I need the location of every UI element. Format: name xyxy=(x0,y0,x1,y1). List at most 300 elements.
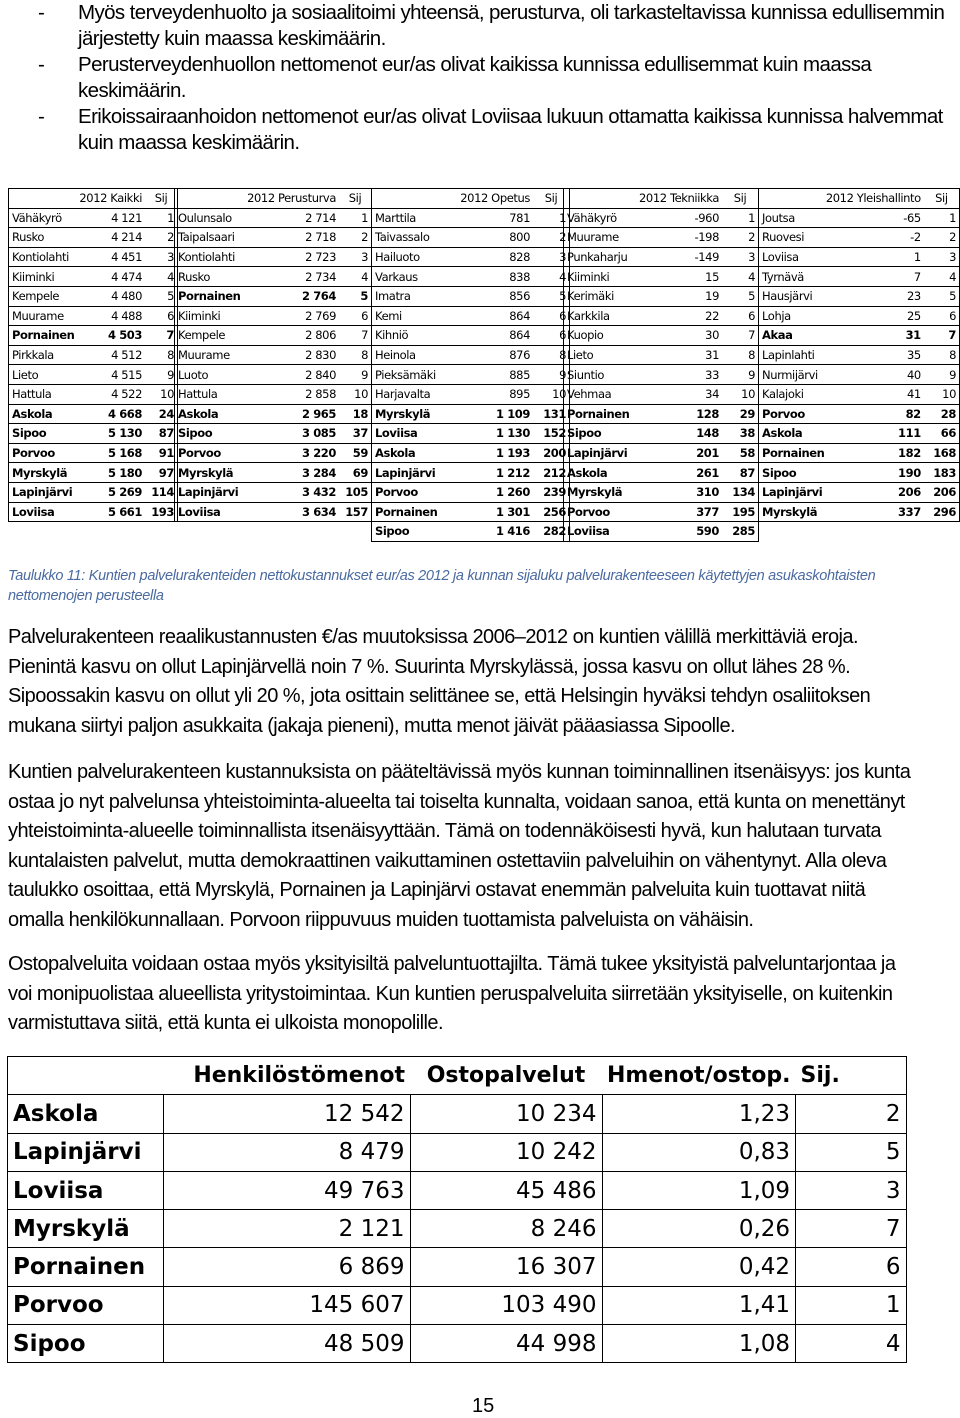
cost-cell: 1 193 xyxy=(481,443,533,463)
cost-cell: 1 212 xyxy=(481,463,533,483)
table-row xyxy=(9,326,178,346)
rank-cell: 5 xyxy=(339,286,372,306)
ranking-table-title: 2012 Kaikki xyxy=(9,189,146,209)
ranking-table-rank-header: Sij xyxy=(924,189,960,209)
table-row xyxy=(759,208,960,228)
municipality-cell: Varkaus xyxy=(372,267,482,287)
cost-cell: 201 xyxy=(670,443,722,463)
municipality-cell: Loviisa xyxy=(564,522,671,542)
cost-cell: 2 723 xyxy=(289,247,339,267)
rank-cell: 2 xyxy=(796,1095,907,1133)
paragraph-line: Palvelurakenteen reaalikustannusten €/as muutoksissa 2006–2012 on kuntien välillä merkittäviä eroja. xyxy=(8,626,858,648)
cost-cell: 5 180 xyxy=(95,463,145,483)
table-row xyxy=(372,502,570,522)
paragraph-line: Ostopalveluita voidaan ostaa myös yksityisiltä palveluntuottajilta. Tämä tukee yksityistä palveluntarjontaa ja xyxy=(8,953,896,975)
purchases-cell: 8 246 xyxy=(410,1210,602,1248)
municipality-cell: Loviisa xyxy=(9,502,96,522)
cost-cell: 781 xyxy=(481,208,533,228)
rank-cell: 4 xyxy=(924,267,960,287)
cost-cell: 4 214 xyxy=(95,228,145,248)
municipality-cell: Askola xyxy=(759,424,871,444)
paragraph-outsourcing xyxy=(8,950,958,1039)
table-row xyxy=(372,443,570,463)
rank-cell: 2 xyxy=(924,228,960,248)
cost-cell: -149 xyxy=(670,247,722,267)
cost-cell: 864 xyxy=(481,326,533,346)
municipality-cell: Kontiolahti xyxy=(9,247,96,267)
table-row xyxy=(759,463,960,483)
rank-cell: 8 xyxy=(339,345,372,365)
municipality-cell: Vehmaa xyxy=(564,384,671,404)
municipality-cell: Myrskylä xyxy=(759,502,871,522)
table-row xyxy=(175,267,372,287)
table-row xyxy=(8,1325,907,1363)
paragraph-line: ostaa jo nyt palvelunsa yhteistoiminta-alueelta tai toiselta kunnalta, voidaan sanoa, että kunta on menettänyt xyxy=(8,790,905,813)
table-row xyxy=(8,1171,907,1209)
ranking-table-header xyxy=(759,189,960,209)
purchases-cell: 10 234 xyxy=(410,1095,602,1133)
table-row xyxy=(8,1248,907,1286)
staff-cost-cell: 49 763 xyxy=(163,1171,410,1209)
paragraph-line: taulukko osoittaa, että Myrskylä, Pornainen ja Lapinjärvi ostavat enemmän palveluita kuin tuottavat niitä xyxy=(8,879,866,902)
bullet-text: järjestetty kuin maassa keskimäärin. xyxy=(78,27,386,50)
cost-cell: 5 661 xyxy=(95,502,145,522)
cost-cell: 856 xyxy=(481,286,533,306)
ranking-table xyxy=(371,188,570,542)
rank-cell: 5 xyxy=(796,1133,907,1171)
staff-table-header-cell: Henkilöstömenot xyxy=(163,1057,410,1095)
bullet-dash: - xyxy=(38,105,45,128)
cost-cell: 2 965 xyxy=(289,404,339,424)
table-row xyxy=(759,267,960,287)
municipality-cell: Loviisa xyxy=(759,247,871,267)
purchases-cell: 10 242 xyxy=(410,1133,602,1171)
municipality-cell: Askola xyxy=(175,404,290,424)
table-row xyxy=(564,208,759,228)
table-row xyxy=(759,482,960,502)
municipality-cell: Pornainen xyxy=(175,286,290,306)
cost-cell: 3 220 xyxy=(289,443,339,463)
ranking-table-header xyxy=(372,189,570,209)
municipality-cell: Harjavalta xyxy=(372,384,482,404)
cost-cell: -65 xyxy=(871,208,924,228)
municipality-cell: Hattula xyxy=(175,384,290,404)
ratio-cell: 0,42 xyxy=(602,1248,796,1286)
cost-cell: 31 xyxy=(871,326,924,346)
page-number: 15 xyxy=(472,1395,495,1417)
cost-cell: 2 714 xyxy=(289,208,339,228)
ranking-table-rank-header: Sij xyxy=(339,189,372,209)
table-row xyxy=(759,365,960,385)
cost-cell: 148 xyxy=(670,424,722,444)
municipality-cell: Vähäkyrö xyxy=(9,208,96,228)
cost-cell: 377 xyxy=(670,502,722,522)
rank-cell: 10 xyxy=(722,384,759,404)
table-row xyxy=(372,404,570,424)
rank-cell: 6 xyxy=(533,306,570,326)
municipality-cell: Myrskylä xyxy=(8,1210,164,1248)
municipality-cell: Hausjärvi xyxy=(759,286,871,306)
rank-cell: 168 xyxy=(924,443,960,463)
table-row xyxy=(372,345,570,365)
rank-cell: 7 xyxy=(145,326,178,346)
cost-cell: 25 xyxy=(871,306,924,326)
paragraph-line: kuntalaisten palvelut, mutta demokraattinen vaikuttaminen ostettaviin palveluihin on vähentynyt. Alla oleva xyxy=(8,849,887,872)
rank-cell: 1 xyxy=(145,208,178,228)
rank-cell: 9 xyxy=(722,365,759,385)
ranking-table-rank-header: Sij xyxy=(533,189,570,209)
municipality-cell: Luoto xyxy=(175,365,290,385)
municipality-cell: Askola xyxy=(564,463,671,483)
cost-cell: 34 xyxy=(670,384,722,404)
cost-cell: 33 xyxy=(670,365,722,385)
rank-cell: 38 xyxy=(722,424,759,444)
ranking-table-rank-header: Sij xyxy=(145,189,178,209)
staff-cost-cell: 12 542 xyxy=(163,1095,410,1133)
rank-cell: 9 xyxy=(339,365,372,385)
table-row xyxy=(175,306,372,326)
cost-cell: 111 xyxy=(871,424,924,444)
table-row xyxy=(759,306,960,326)
municipality-cell: Lapinjärvi xyxy=(9,482,96,502)
rank-cell: 200 xyxy=(533,443,570,463)
table-row xyxy=(175,404,372,424)
ratio-cell: 0,83 xyxy=(602,1133,796,1171)
cost-cell: 30 xyxy=(670,326,722,346)
rank-cell: 58 xyxy=(722,443,759,463)
municipality-cell: Taipalsaari xyxy=(175,228,290,248)
purchases-cell: 45 486 xyxy=(410,1171,602,1209)
cost-cell: 4 480 xyxy=(95,286,145,306)
table-row xyxy=(8,1095,907,1133)
ratio-cell: 1,09 xyxy=(602,1171,796,1209)
rank-cell: 5 xyxy=(533,286,570,306)
cost-cell: 5 269 xyxy=(95,482,145,502)
cost-cell: 3 432 xyxy=(289,482,339,502)
cost-cell: 4 668 xyxy=(95,404,145,424)
ratio-cell: 0,26 xyxy=(602,1210,796,1248)
cost-cell: 4 515 xyxy=(95,365,145,385)
municipality-cell: Lapinjärvi xyxy=(564,443,671,463)
rank-cell: 7 xyxy=(924,326,960,346)
municipality-cell: Marttila xyxy=(372,208,482,228)
cost-cell: 2 769 xyxy=(289,306,339,326)
rank-cell: 6 xyxy=(339,306,372,326)
municipality-cell: Muurame xyxy=(564,228,671,248)
municipality-cell: Kiiminki xyxy=(9,267,96,287)
rank-cell: 193 xyxy=(145,502,178,522)
paragraph-line: Pienintä kasvu on ollut Lapinjärvellä noin 7 %. Suurinta Myrskylässä, jossa kasvu on ollut lähes 28 %. xyxy=(8,655,851,678)
rank-cell: 1 xyxy=(924,208,960,228)
rank-cell: 5 xyxy=(924,286,960,306)
paragraph-line: yhteistoiminta-alueelle toiminnallista itsenäisyyttään. Tämä on todennäköisesti hyvä, kun halutaan turvata xyxy=(8,820,881,843)
rank-cell: 8 xyxy=(722,345,759,365)
rank-cell: 9 xyxy=(145,365,178,385)
ranking-table-title: 2012 Opetus xyxy=(372,189,534,209)
table-row xyxy=(9,306,178,326)
rank-cell: 9 xyxy=(924,365,960,385)
cost-cell: 1 xyxy=(871,247,924,267)
cost-cell: 4 474 xyxy=(95,267,145,287)
municipality-cell: Loviisa xyxy=(372,424,482,444)
cost-cell: 3 284 xyxy=(289,463,339,483)
ranking-table xyxy=(758,188,960,522)
table-row xyxy=(564,463,759,483)
rank-cell: 7 xyxy=(339,326,372,346)
ranking-table xyxy=(8,188,178,522)
ranking-table-rank-header: Sij xyxy=(722,189,759,209)
ratio-cell: 1,23 xyxy=(602,1095,796,1133)
table-row xyxy=(759,228,960,248)
municipality-cell: Pirkkala xyxy=(9,345,96,365)
rank-cell: 5 xyxy=(145,286,178,306)
table-row xyxy=(564,522,759,542)
rank-cell: 6 xyxy=(533,326,570,346)
bullet-text: Myös terveydenhuolto ja sosiaalitoimi yhteensä, perusturva, oli tarkasteltavissa kunnissa edullisemmin xyxy=(78,1,945,24)
rank-cell: 10 xyxy=(924,384,960,404)
municipality-cell: Loviisa xyxy=(175,502,290,522)
staff-table-header-cell xyxy=(8,1057,164,1095)
cost-cell: 182 xyxy=(871,443,924,463)
cost-cell: 590 xyxy=(670,522,722,542)
table-row xyxy=(564,404,759,424)
cost-cell: 2 858 xyxy=(289,384,339,404)
table-row xyxy=(759,404,960,424)
municipality-cell: Myrskylä xyxy=(564,482,671,502)
rank-cell: 1 xyxy=(796,1286,907,1324)
staff-purchases-table xyxy=(7,1056,907,1363)
ranking-table xyxy=(563,188,759,542)
rank-cell: 4 xyxy=(339,267,372,287)
caption-line: Taulukko 11: Kuntien palvelurakenteiden nettokustannukset eur/as 2012 ja kunnan sijaluku palvelurakenteeseen käytettyjen asukaskohtaisten xyxy=(8,568,876,584)
paragraph-line: Sipoossakin kasvu on ollut yli 20 %, jota osittain selittänee se, että Helsingin hyväksi tehdyn osaliitoksen xyxy=(8,685,871,708)
municipality-cell: Lapinlahti xyxy=(759,345,871,365)
staff-cost-cell: 2 121 xyxy=(163,1210,410,1248)
table-row xyxy=(564,326,759,346)
table-row xyxy=(759,502,960,522)
table-row xyxy=(372,247,570,267)
ranking-table-header xyxy=(564,189,759,209)
rank-cell: 3 xyxy=(722,247,759,267)
rank-cell: 3 xyxy=(533,247,570,267)
cost-cell: 40 xyxy=(871,365,924,385)
table-row xyxy=(9,208,178,228)
table-row xyxy=(9,482,178,502)
rank-cell: 6 xyxy=(145,306,178,326)
table-row xyxy=(564,267,759,287)
staff-table-header xyxy=(8,1057,907,1095)
purchases-cell: 16 307 xyxy=(410,1248,602,1286)
ranking-table-header xyxy=(175,189,372,209)
table-row xyxy=(759,443,960,463)
rank-cell: 157 xyxy=(339,502,372,522)
table-row xyxy=(372,326,570,346)
table-row xyxy=(175,247,372,267)
cost-cell: 828 xyxy=(481,247,533,267)
cost-cell: 4 121 xyxy=(95,208,145,228)
municipality-cell: Kihniö xyxy=(372,326,482,346)
table-row xyxy=(175,208,372,228)
municipality-cell: Porvoo xyxy=(8,1286,164,1324)
rank-cell: 91 xyxy=(145,443,178,463)
table-row xyxy=(8,1286,907,1324)
municipality-cell: Pieksämäki xyxy=(372,365,482,385)
ratio-cell: 1,08 xyxy=(602,1325,796,1363)
cost-cell: 864 xyxy=(481,306,533,326)
table-row xyxy=(372,482,570,502)
table-row xyxy=(175,228,372,248)
municipality-cell: Myrskylä xyxy=(9,463,96,483)
municipality-cell: Akaa xyxy=(759,326,871,346)
rank-cell: 212 xyxy=(533,463,570,483)
rank-cell: 3 xyxy=(339,247,372,267)
table-row xyxy=(9,424,178,444)
table-row xyxy=(175,463,372,483)
cost-cell: -960 xyxy=(670,208,722,228)
municipality-cell: Myrskylä xyxy=(372,404,482,424)
paragraph-independence xyxy=(8,758,958,936)
cost-cell: 22 xyxy=(670,306,722,326)
table-row xyxy=(564,286,759,306)
rank-cell: 28 xyxy=(924,404,960,424)
municipality-cell: Kempele xyxy=(175,326,290,346)
rank-cell: 4 xyxy=(722,267,759,287)
municipality-cell: Tyrnävä xyxy=(759,267,871,287)
table-row xyxy=(372,384,570,404)
municipality-cell: Siuntio xyxy=(564,365,671,385)
rank-cell: 105 xyxy=(339,482,372,502)
cost-cell: 838 xyxy=(481,267,533,287)
bullet-text: keskimäärin. xyxy=(78,79,186,102)
cost-cell: 4 503 xyxy=(95,326,145,346)
staff-table-header-cell: Ostopalvelut xyxy=(410,1057,602,1095)
cost-cell: -198 xyxy=(670,228,722,248)
rank-cell: 87 xyxy=(145,424,178,444)
municipality-cell: Kiiminki xyxy=(175,306,290,326)
table-row xyxy=(9,247,178,267)
cost-cell: 2 764 xyxy=(289,286,339,306)
bullet-text: Perusterveydenhuollon nettomenot eur/as olivat kaikissa kunnissa edullisemmat kuin maassa xyxy=(78,53,872,76)
cost-cell: 1 301 xyxy=(481,502,533,522)
table-row xyxy=(9,365,178,385)
rank-cell: 6 xyxy=(924,306,960,326)
rank-cell: 282 xyxy=(533,522,570,542)
rank-cell: 97 xyxy=(145,463,178,483)
table-row xyxy=(175,326,372,346)
paragraph-line: mukana siirtyi paljon asukkaita (jakaja pieneni), mutta menot jäivät pääasiassa Sipoolle. xyxy=(8,714,736,737)
rank-cell: 6 xyxy=(722,306,759,326)
municipality-cell: Punkaharju xyxy=(564,247,671,267)
table-row xyxy=(564,306,759,326)
rank-cell: 59 xyxy=(339,443,372,463)
municipality-cell: Muurame xyxy=(175,345,290,365)
rank-cell: 3 xyxy=(796,1171,907,1209)
cost-cell: 128 xyxy=(670,404,722,424)
staff-cost-cell: 48 509 xyxy=(163,1325,410,1363)
municipality-cell: Hattula xyxy=(9,384,96,404)
rank-cell: 8 xyxy=(145,345,178,365)
rank-cell: 2 xyxy=(339,228,372,248)
municipality-cell: Myrskylä xyxy=(175,463,290,483)
municipality-cell: Lieto xyxy=(9,365,96,385)
municipality-cell: Pornainen xyxy=(9,326,96,346)
rank-cell: 4 xyxy=(533,267,570,287)
municipality-cell: Lapinjärvi xyxy=(372,463,482,483)
municipality-cell: Oulunsalo xyxy=(175,208,290,228)
rank-cell: 134 xyxy=(722,482,759,502)
ratio-cell: 1,41 xyxy=(602,1286,796,1324)
table-row xyxy=(175,286,372,306)
bullet-dash: - xyxy=(38,1,45,24)
table-row xyxy=(759,286,960,306)
staff-cost-cell: 6 869 xyxy=(163,1248,410,1286)
cost-cell: 1 260 xyxy=(481,482,533,502)
rank-cell: 285 xyxy=(722,522,759,542)
ranking-table-title: 2012 Perusturva xyxy=(175,189,340,209)
purchases-cell: 44 998 xyxy=(410,1325,602,1363)
rank-cell: 24 xyxy=(145,404,178,424)
table-row xyxy=(759,345,960,365)
table-row xyxy=(9,267,178,287)
rank-cell: 183 xyxy=(924,463,960,483)
rank-cell: 152 xyxy=(533,424,570,444)
table-row xyxy=(759,326,960,346)
cost-cell: 1 416 xyxy=(481,522,533,542)
table-row xyxy=(564,482,759,502)
cost-cell: 7 xyxy=(871,267,924,287)
cost-cell: 310 xyxy=(670,482,722,502)
table-row xyxy=(372,424,570,444)
cost-cell: 3 085 xyxy=(289,424,339,444)
rank-cell: 296 xyxy=(924,502,960,522)
municipality-cell: Askola xyxy=(372,443,482,463)
table-row xyxy=(564,443,759,463)
municipality-cell: Nurmijärvi xyxy=(759,365,871,385)
rank-cell: 10 xyxy=(145,384,178,404)
rank-cell: 1 xyxy=(339,208,372,228)
table-row xyxy=(372,365,570,385)
cost-cell: 1 109 xyxy=(481,404,533,424)
municipality-cell: Taivassalo xyxy=(372,228,482,248)
municipality-cell: Pornainen xyxy=(564,404,671,424)
rank-cell: 3 xyxy=(145,247,178,267)
table-row xyxy=(175,365,372,385)
municipality-cell: Kerimäki xyxy=(564,286,671,306)
table-row xyxy=(759,384,960,404)
cost-cell: 2 840 xyxy=(289,365,339,385)
table-row xyxy=(372,208,570,228)
rank-cell: 37 xyxy=(339,424,372,444)
cost-cell: 895 xyxy=(481,384,533,404)
municipality-cell: Hailuoto xyxy=(372,247,482,267)
rank-cell: 4 xyxy=(145,267,178,287)
table-row xyxy=(564,228,759,248)
table-row xyxy=(8,1133,907,1171)
table-row xyxy=(564,502,759,522)
rank-cell: 6 xyxy=(796,1248,907,1286)
table-row xyxy=(9,443,178,463)
municipality-cell: Vähäkyrö xyxy=(564,208,671,228)
cost-cell: 4 451 xyxy=(95,247,145,267)
staff-cost-cell: 145 607 xyxy=(163,1286,410,1324)
cost-cell: 206 xyxy=(871,482,924,502)
bullet-text: Erikoissairaanhoidon nettomenot eur/as olivat Loviisaa lukuun ottamatta kaikissa kunnissa halvemmat xyxy=(78,105,943,128)
municipality-cell: Porvoo xyxy=(9,443,96,463)
cost-cell: 3 634 xyxy=(289,502,339,522)
municipality-cell: Ruovesi xyxy=(759,228,871,248)
municipality-cell: Lapinjärvi xyxy=(8,1133,164,1171)
rank-cell: 10 xyxy=(533,384,570,404)
